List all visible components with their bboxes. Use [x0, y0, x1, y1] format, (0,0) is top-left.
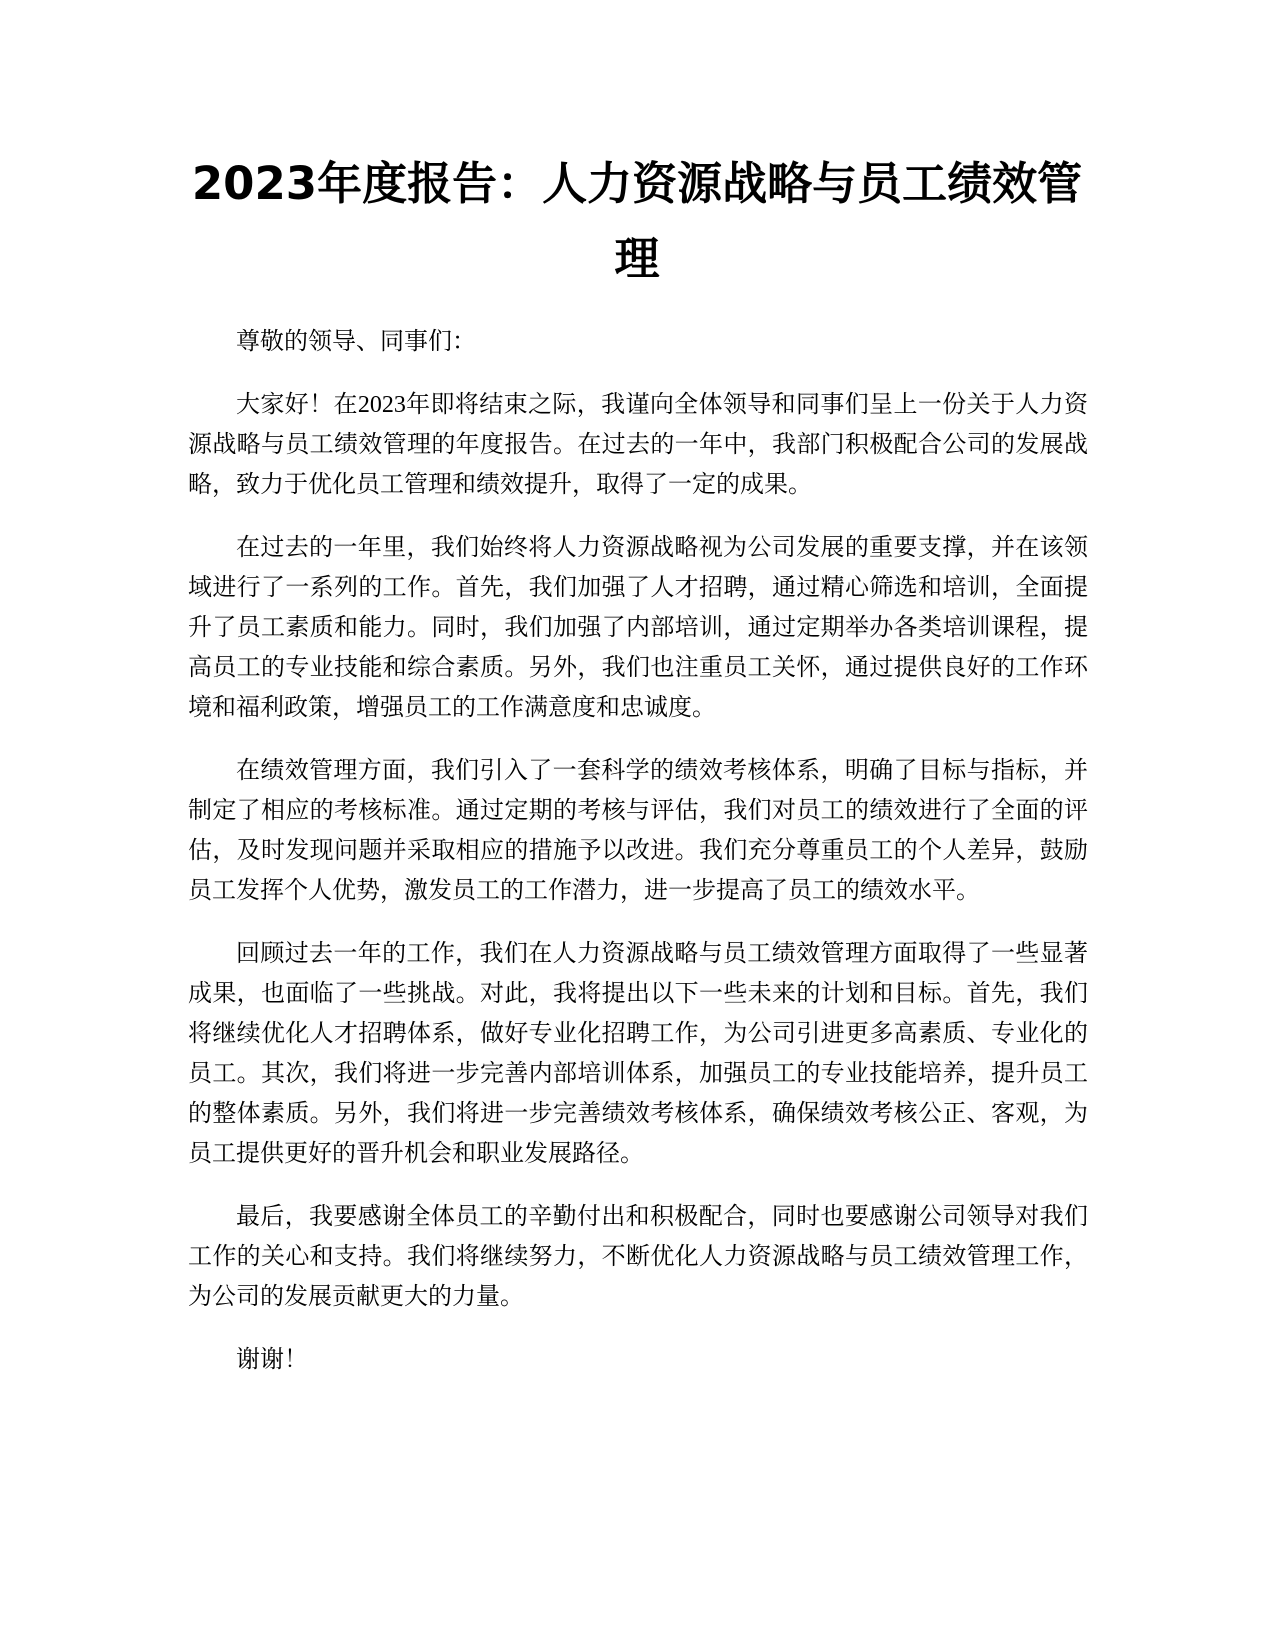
paragraph-thanks: 最后，我要感谢全体员工的辛勤付出和积极配合，同时也要感谢公司领导对我们工作的关心和支持。我们将继续努力，不断优化人力资源战略与员工绩效管理工作，为公司的发展贡献更大的力量。 — [188, 1204, 1088, 1310]
document-title: 2023年度报告：人力资源战略与员工绩效管理 — [191, 157, 1083, 285]
salutation: 尊敬的领导、同事们： — [236, 329, 476, 355]
paragraph-intro: 大家好！在2023年即将结束之际，我谨向全体领导和同事们呈上一份关于人力资源战略与员工绩效管理的年度报告。在过去的一年中，我部门积极配合公司的发展战略，致力于优化员工管理和绩效提升，取得了一定的成果。 — [188, 392, 1088, 498]
paragraph-performance-management: 在绩效管理方面，我们引入了一套科学的绩效考核体系，明确了目标与指标，并制定了相应的考核标准。通过定期的考核与评估，我们对员工的绩效进行了全面的评估，及时发现问题并采取相应的措施予以改进。我们充分尊重员工的个人差异，鼓励员工发挥个人优势，激发员工的工作潜力，进一步提高了员工的绩效水平。 — [188, 758, 1088, 904]
paragraph-future-plans: 回顾过去一年的工作，我们在人力资源战略与员工绩效管理方面取得了一些显著成果，也面临了一些挑战。对此，我将提出以下一些未来的计划和目标。首先，我们将继续优化人才招聘体系，做好专业化招聘工作，为公司引进更多高素质、专业化的员工。其次，我们将进一步完善内部培训体系，加强员工的专业技能培养，提升员工的整体素质。另外，我们将进一步完善绩效考核体系，确保绩效考核公正、客观，为员工提供更好的晋升机会和职业发展路径。 — [188, 941, 1088, 1167]
closing: 谢谢！ — [236, 1347, 308, 1373]
document-body — [188, 322, 1088, 1403]
paragraph-hr-strategy: 在过去的一年里，我们始终将人力资源战略视为公司发展的重要支撑，并在该领域进行了一系列的工作。首先，我们加强了人才招聘，通过精心筛选和培训，全面提升了员工素质和能力。同时，我们加强了内部培训，通过定期举办各类培训课程，提高员工的专业技能和综合素质。另外，我们也注重员工关怀，通过提供良好的工作环境和福利政策，增强员工的工作满意度和忠诚度。 — [188, 535, 1088, 721]
